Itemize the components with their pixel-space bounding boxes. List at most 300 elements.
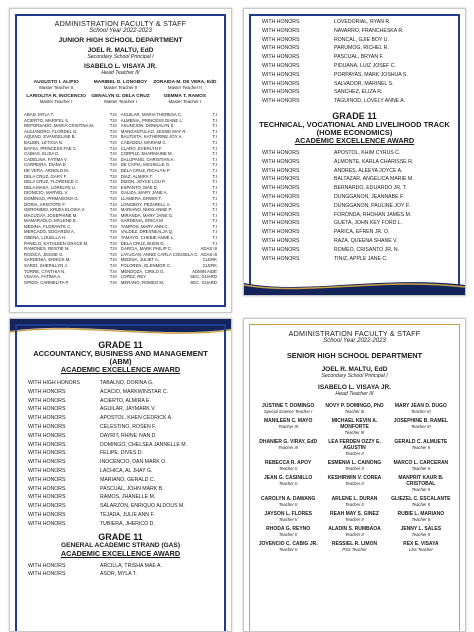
student-name: ALMONTE, KARLA CHARISSE R. bbox=[334, 158, 414, 165]
honor-level: WITH HONORS bbox=[262, 149, 300, 156]
award-title: ACADEMIC EXCELLENCE AWARD bbox=[294, 135, 415, 145]
school-year: School Year 2022-2023 bbox=[323, 338, 386, 344]
staff-card bbox=[153, 94, 217, 104]
track-title: GENERAL ACADEMIC STRAND (GAS) bbox=[60, 541, 181, 549]
teacher-name: SARDENIA, ENRICK M. bbox=[24, 257, 71, 263]
teacher-name: REPORSADO, MARIA CRISTINA M. bbox=[24, 123, 95, 129]
staff-role: Teacher III bbox=[411, 424, 431, 429]
teacher-name: FOLOREN, GLENMOR C. bbox=[120, 263, 172, 269]
teacher-rank: SEC. GUARD bbox=[190, 279, 217, 285]
staff-card bbox=[322, 418, 386, 435]
teacher-name: BAYSA, PRINCESS FAE C. bbox=[24, 145, 78, 151]
master-teachers-row1 bbox=[24, 80, 217, 90]
student-name: DOMINGO, CHELSEA JANNELLE M. bbox=[100, 441, 188, 448]
honor-row bbox=[252, 175, 457, 184]
honor-row bbox=[18, 511, 223, 520]
teacher-name: DELA CRUZ, FLORENCE C. bbox=[24, 179, 80, 185]
teacher-name: DELA CRUZ, GARY F. bbox=[24, 173, 68, 179]
shs-teacher-grid bbox=[256, 403, 453, 552]
honor-row bbox=[252, 246, 457, 255]
student-name: APOSTOL, KHEN CEDRICK A. bbox=[100, 415, 173, 422]
staff-card bbox=[389, 511, 453, 522]
student-name: ACIERTO, ALMIRA E. bbox=[100, 397, 151, 404]
honor-row bbox=[252, 36, 457, 45]
student-name: TUBIERA, JHERICO D. bbox=[100, 520, 155, 527]
staff-role: Teacher III bbox=[344, 430, 365, 435]
teacher-name: DELA MASA, LORELYN U. bbox=[24, 184, 76, 190]
teacher-rank: T.I bbox=[212, 128, 217, 134]
staff-card bbox=[389, 418, 453, 435]
teacher-rank: T.III bbox=[109, 139, 117, 145]
honor-row bbox=[18, 414, 223, 423]
student-name: SALVADOR, MARINEL S. bbox=[334, 80, 394, 87]
honor-row bbox=[252, 167, 457, 176]
student-name: PORPAYAS, MARK JOSHUA S. bbox=[334, 71, 408, 78]
teacher-name: SARIO, SHERILLYN J. bbox=[24, 263, 68, 269]
shs-staff-page bbox=[243, 318, 466, 632]
honor-level: WITH HONORS bbox=[262, 98, 300, 105]
honors-list-top bbox=[252, 18, 457, 106]
teacher-name: MARIANO, NIKKI ANNE P. bbox=[120, 207, 172, 213]
staff-card bbox=[322, 460, 386, 471]
student-name: FORONDA, RHOHAN JAMES M. bbox=[334, 211, 412, 218]
staff-name: CAROLYN A. DAWANG bbox=[260, 496, 316, 502]
teacher-name: PANELO, KATHLEEN GRACE M. bbox=[24, 240, 89, 246]
page-title: ADMINISTRATION FACULTY & STAFF bbox=[288, 329, 421, 338]
teacher-rank: T.I bbox=[212, 123, 217, 129]
honor-level: WITH HIGH HONORS bbox=[28, 380, 80, 386]
student-name: APOSTOL, KHIM CYRUS C. bbox=[334, 149, 401, 156]
teacher-rank: T.I bbox=[212, 229, 217, 235]
teacher-name: TAMAYO, CHEBIE ANNE L. bbox=[120, 235, 175, 241]
student-name: BALTAZAR, ANGELICA MARIE M. bbox=[334, 176, 414, 183]
teacher-name: ABAD, MYLA T. bbox=[24, 112, 55, 117]
teacher-name: BALBIN, LETICIA N. bbox=[24, 139, 64, 145]
teacher-rank: T.III bbox=[109, 268, 117, 274]
teacher-rank: ADAS III bbox=[200, 251, 217, 257]
teacher-rank: T.III bbox=[109, 229, 117, 235]
honor-level: WITH HONORS bbox=[262, 54, 300, 61]
student-name: CELESTINO, ROSEN F. bbox=[100, 423, 157, 430]
teacher-rank: T.III bbox=[109, 167, 117, 173]
honor-level: WITH HONORS bbox=[262, 185, 300, 192]
abm-honors-page bbox=[9, 318, 232, 632]
honor-row bbox=[252, 228, 457, 237]
staff-card bbox=[256, 418, 320, 435]
honor-level: WITH HONORS bbox=[262, 220, 300, 227]
student-name: RAZA, QUEENA SHANE V. bbox=[334, 237, 398, 244]
honor-row bbox=[18, 493, 223, 502]
teacher-name: MANGANTULAO, JESSIE MAY R. bbox=[120, 128, 187, 134]
track-title: TECHNICAL, VOCATIONAL AND LIVELIHOOD TRACK bbox=[259, 119, 450, 129]
staff-name: LARIOLITA R. INOCENCIO bbox=[26, 94, 87, 99]
teacher-rank: T.III bbox=[109, 190, 117, 196]
honor-row bbox=[252, 237, 457, 246]
staff-card bbox=[256, 403, 320, 414]
teacher-rank: T.III bbox=[109, 251, 117, 257]
student-name: MARIANO, GERALD C. bbox=[100, 476, 156, 483]
teacher-name: DOMINGO, PRIMADONA G. bbox=[24, 195, 79, 201]
teacher-rank: T.III bbox=[109, 134, 117, 140]
honor-row bbox=[252, 18, 457, 27]
teacher-name: DE VERA, ARNOLD M. bbox=[24, 167, 69, 173]
staff-name: JAYSON L. FLORES bbox=[264, 511, 312, 517]
staff-role: Teacher III bbox=[411, 409, 431, 414]
student-name: ARCILLA, TRISHA MAE A. bbox=[100, 562, 162, 569]
honor-level: WITH HONORS bbox=[28, 494, 66, 501]
decorative-wave bbox=[244, 275, 465, 295]
staff-name: MICHAEL KEVIN A. MONFORTE bbox=[331, 418, 378, 430]
staff-card bbox=[322, 511, 386, 522]
honor-level: WITH HONORS bbox=[28, 388, 66, 395]
teacher-name: SARDENIA, ERICA M. bbox=[120, 218, 164, 224]
teacher-rank: T.III bbox=[109, 123, 117, 129]
staff-role: Teacher II bbox=[278, 466, 298, 471]
staff-role: Master Teacher II bbox=[39, 85, 74, 90]
student-name: DUNGGANON, PAULINE JOY F. bbox=[334, 202, 410, 209]
teacher-name: DE CAPIA, MICHELLE G. bbox=[120, 162, 171, 168]
honor-level: WITH HONORS bbox=[262, 89, 300, 96]
teacher-name: CLARO, EVERLYN F. bbox=[120, 145, 163, 151]
teacher-name: ASUNCION, DONNALYN S. bbox=[120, 123, 175, 129]
student-name: PARUMOG, RICHEL R. bbox=[334, 45, 389, 52]
teacher-name: CORPUZ, SHARMAINE M. bbox=[120, 151, 173, 157]
staff-role: Teacher II bbox=[411, 487, 431, 492]
honor-level: WITH HONORS bbox=[28, 520, 66, 527]
staff-card bbox=[322, 475, 386, 492]
staff-card bbox=[256, 475, 320, 492]
teacher-rank: ADAS III bbox=[200, 246, 217, 252]
teacher-rank: T.I bbox=[212, 151, 217, 157]
teacher-rank: T.III bbox=[109, 279, 117, 285]
student-name: DAYRIT, RHINE IVAN D. bbox=[100, 432, 157, 439]
teacher-name: VISAYA, FATIMA A. bbox=[24, 274, 62, 280]
principal-name: JOEL R. MALTU, EdD bbox=[321, 366, 388, 373]
teacher-rank: T.I bbox=[212, 184, 217, 190]
award-header bbox=[18, 341, 223, 374]
master-teachers-row2 bbox=[24, 94, 217, 104]
staff-role: Master Teacher II bbox=[103, 85, 138, 90]
honor-level: WITH HONORS bbox=[262, 19, 300, 25]
teacher-row bbox=[121, 280, 217, 286]
staff-name: GERALD C. ALMUETE bbox=[394, 439, 448, 445]
head-teacher-name: ISABELO L. VISAYA JR. bbox=[84, 63, 157, 70]
staff-name: NOVY P. DOMINGO, PhD bbox=[325, 403, 384, 409]
staff-name: REAH MAY S. GINEZ bbox=[330, 511, 379, 517]
teacher-rank: T.III bbox=[109, 151, 117, 157]
honor-level: WITH HONORS bbox=[262, 167, 300, 174]
teacher-name: TORRE, CYNTHIA N. bbox=[24, 268, 66, 274]
honor-row bbox=[18, 502, 223, 511]
staff-name: RHODA G. REYNO bbox=[266, 526, 311, 532]
staff-role: Teacher II bbox=[345, 502, 364, 507]
honor-row bbox=[18, 485, 223, 494]
honor-level: WITH HONORS bbox=[28, 571, 66, 578]
teacher-rank: T.I bbox=[212, 112, 217, 117]
staff-role: Teacher II bbox=[411, 466, 431, 471]
honor-row bbox=[18, 520, 223, 529]
staff-role: Teacher II bbox=[411, 445, 431, 450]
staff-card bbox=[322, 403, 386, 414]
staff-card bbox=[24, 94, 88, 104]
teacher-rank: T.III bbox=[109, 246, 117, 252]
teacher-name: CADELINA, FATIMA V. bbox=[24, 156, 68, 162]
honors-list bbox=[18, 379, 223, 529]
staff-name: GLIEZEL C. ESCALANTE bbox=[391, 496, 451, 502]
head-teacher-role: Head Teacher III bbox=[101, 70, 140, 76]
honor-row bbox=[18, 458, 223, 467]
teacher-name: GALIZA, MARY JANE A. bbox=[120, 190, 168, 196]
honor-row bbox=[18, 562, 223, 571]
staff-name: MARY JEAN D. DUGO bbox=[394, 403, 447, 409]
staff-card bbox=[256, 439, 320, 456]
teacher-rank: CLERK bbox=[202, 257, 217, 263]
student-name: ACACIO, MARKWINSTAR C. bbox=[100, 388, 168, 395]
student-name: SALARZON, ENRIQUO ALDOUS M. bbox=[100, 503, 185, 510]
teacher-name: ALEJANDRO, FLORDEL G. bbox=[24, 128, 78, 134]
teacher-name: DIONICIO, MARVEL V. bbox=[24, 190, 69, 196]
staff-role: Teacher II bbox=[411, 502, 431, 507]
teacher-name: CARREIRA, DIANA D. bbox=[24, 162, 67, 168]
staff-name: GEMMA T. RAMOS bbox=[163, 94, 207, 99]
teacher-rank: T.III bbox=[109, 162, 117, 168]
staff-role: Special Science Teacher I bbox=[264, 409, 313, 414]
teacher-name: TAMPOS, MARY ANN C. bbox=[120, 223, 169, 229]
teacher-rank: T.I bbox=[212, 218, 217, 224]
teacher-name: RODICA, JESSIE G. bbox=[24, 251, 64, 257]
staff-name: MARCO L. CARCERAN bbox=[393, 460, 449, 466]
honor-row bbox=[18, 397, 223, 406]
teacher-rank: T.I bbox=[212, 195, 217, 201]
staff-card bbox=[256, 541, 320, 552]
teacher-name: RAMONES, RESTIE M. bbox=[24, 246, 70, 252]
student-name: TINIZ, APPLE JANE C. bbox=[334, 255, 388, 262]
student-name: TAGUINOD, LOVELY ANNE A. bbox=[334, 98, 406, 105]
honor-row bbox=[18, 476, 223, 485]
student-name: ASOR, MYLA T. bbox=[100, 571, 137, 578]
honor-level: WITH HONORS bbox=[28, 423, 66, 430]
honor-row bbox=[18, 405, 223, 414]
honor-level: WITH HONORS bbox=[28, 467, 66, 474]
student-name: NAVARRO, FRANCHESKA R. bbox=[334, 27, 404, 34]
teacher-rank: T.I bbox=[212, 162, 217, 168]
student-name: PARICA, EFREN JR. O. bbox=[334, 229, 390, 236]
teacher-rank: SEC. GUARD bbox=[190, 274, 217, 280]
teacher-name: CABADDU, MARIAM C. bbox=[120, 139, 167, 145]
staff-role: Teacher II bbox=[345, 466, 364, 471]
staff-card bbox=[256, 460, 320, 471]
honor-row bbox=[252, 149, 457, 158]
honor-row bbox=[252, 53, 457, 62]
staff-card bbox=[322, 496, 386, 507]
teacher-name: DIAZ, ALMIRA T. bbox=[120, 173, 153, 179]
staff-card bbox=[256, 511, 320, 522]
principal-role: Secondary School Principal I bbox=[87, 54, 154, 60]
staff-card bbox=[256, 526, 320, 537]
staff-name: REBECCA R. APOY bbox=[265, 460, 312, 466]
teacher-name: MEDINA, JULIET A. bbox=[120, 257, 160, 263]
honor-row bbox=[252, 62, 457, 71]
staff-name: ZORAIDA M. DE VERA, EdD bbox=[153, 80, 217, 85]
staff-role: Teacher II bbox=[278, 502, 298, 507]
honor-level: WITH HONORS bbox=[28, 459, 66, 466]
staff-card bbox=[322, 541, 386, 552]
student-name: TEJADA, JULIE ANN F. bbox=[100, 511, 155, 518]
staff-role: Teacher III bbox=[278, 445, 298, 450]
teacher-rank: T.I bbox=[212, 156, 217, 162]
teacher-rank: T.III bbox=[109, 201, 117, 207]
honor-row bbox=[252, 184, 457, 193]
teacher-name: LOPEZ, REY. bbox=[120, 274, 147, 280]
honor-level: WITH HONORS bbox=[262, 45, 300, 52]
teacher-name: BAUTISTA, KATHERINE JOY A. bbox=[120, 134, 183, 140]
teacher-name: MAMARADLO, MYLENE E. bbox=[24, 218, 78, 224]
honor-level: WITH HONORS bbox=[28, 503, 66, 510]
staff-role: Teacher II bbox=[411, 532, 431, 537]
teacher-name: DELA CRUZ, RICALYN P. bbox=[120, 167, 171, 173]
student-name: BERNARDO, EDUARDO JR. T. bbox=[334, 185, 407, 192]
staff-role: Teacher II bbox=[345, 517, 364, 522]
staff-name: REX E. VISAYA bbox=[403, 541, 439, 547]
honor-level: WITH HONORS bbox=[28, 415, 66, 422]
staff-role: Master Teacher II bbox=[167, 85, 202, 90]
staff-name: ARLENE L. DURAN bbox=[331, 496, 378, 502]
staff-name: AUGUSTO I. ALIPIO bbox=[33, 80, 79, 85]
honor-row bbox=[18, 449, 223, 458]
honor-level: WITH HONORS bbox=[262, 71, 300, 78]
tvl-honors-page bbox=[243, 8, 466, 296]
teacher-name: DIZON, JOYCE LOU P. bbox=[120, 179, 166, 185]
honor-row bbox=[252, 193, 457, 202]
staff-card bbox=[153, 80, 217, 90]
award-header bbox=[252, 112, 457, 145]
staff-card bbox=[389, 496, 453, 507]
honor-level: WITH HONORS bbox=[262, 229, 300, 236]
staff-role: Teacher II bbox=[345, 481, 364, 486]
teacher-rank: T.I bbox=[212, 240, 217, 246]
teacher-list-right bbox=[121, 112, 217, 285]
grade-title: GRADE 11 bbox=[98, 340, 143, 350]
award-header-gas bbox=[18, 533, 223, 558]
staff-card bbox=[389, 475, 453, 492]
teacher-name: AGUILAR, MARIA THERESA C. bbox=[120, 112, 183, 117]
honor-level: WITH HONORS bbox=[262, 255, 300, 262]
student-name: TABALNO, DORINA G. bbox=[100, 380, 154, 386]
staff-role: Teacher II bbox=[278, 481, 298, 486]
teacher-name: DELA CRUZ, BUEN D. bbox=[120, 240, 165, 246]
teacher-rank: T.III bbox=[109, 207, 117, 213]
head-teacher-role: Head Teacher III bbox=[335, 391, 374, 397]
honor-row bbox=[252, 80, 457, 89]
school-year: School Year 2022-2023 bbox=[89, 28, 152, 34]
teacher-name: MERANO, ROMEO M. bbox=[120, 279, 165, 285]
honor-level: WITH HONORS bbox=[262, 80, 300, 87]
teacher-name: CABIAS, ELISA D. bbox=[24, 151, 60, 157]
honor-level: WITH HONORS bbox=[28, 511, 66, 518]
student-name: SANCHEZ, ELIZA R. bbox=[334, 89, 383, 96]
grade-title: GRADE 11 bbox=[98, 531, 143, 542]
staff-card bbox=[322, 526, 386, 537]
strand-title: (HOME ECONOMICS) bbox=[316, 127, 393, 137]
teacher-name: ESPANTO, MAE D. bbox=[120, 184, 159, 190]
honor-level: WITH HONORS bbox=[28, 562, 66, 569]
principal-role: Secondary School Principal I bbox=[321, 373, 388, 379]
staff-card bbox=[88, 80, 152, 90]
staff-card bbox=[389, 403, 453, 414]
teacher-name: OPIDO, CARMELITA P. bbox=[24, 279, 69, 285]
student-name: ANDRES, ALEEYA JOYCE A. bbox=[334, 167, 403, 174]
staff-card bbox=[389, 439, 453, 456]
honor-row bbox=[252, 27, 457, 36]
teacher-rank: T.III bbox=[109, 223, 117, 229]
honor-level: WITH HONORS bbox=[262, 176, 300, 183]
student-name: AGUILAR, JAYMARK V. bbox=[100, 406, 156, 413]
student-name: PASCUAL, BRYAN F. bbox=[334, 54, 384, 61]
staff-role: Master Teacher I bbox=[168, 99, 202, 104]
teacher-rank: T.III bbox=[109, 156, 117, 162]
teacher-list bbox=[24, 112, 217, 285]
honor-level: WITH HONORS bbox=[262, 237, 300, 244]
teacher-rank: T.III bbox=[109, 112, 117, 117]
teacher-rank: T.I bbox=[212, 235, 217, 241]
teacher-list-left bbox=[24, 112, 117, 285]
teacher-name: MACUGAY, JOSEPHINE M. bbox=[24, 212, 78, 218]
staff-name: MANPRIT KAUR B. CRISTOBAL bbox=[398, 475, 444, 487]
teacher-name: DORIA, ARISTOTE F. bbox=[24, 201, 66, 207]
teacher-name: LLAMERA, ERWIN T. bbox=[120, 195, 162, 201]
teacher-name: MERCADO, EDGARDO A. bbox=[24, 229, 76, 235]
honor-row bbox=[252, 97, 457, 106]
honor-level: WITH HONORS bbox=[262, 246, 300, 253]
honor-level: WITH HONORS bbox=[28, 406, 66, 413]
teacher-rank: T.III bbox=[109, 263, 117, 269]
honors-list-gas bbox=[18, 562, 223, 580]
staff-role: Teacher II bbox=[411, 517, 431, 522]
teacher-row bbox=[24, 280, 117, 286]
teacher-name: GARCIA, MARK PHILIP C. bbox=[120, 246, 173, 252]
staff-name: JOSEPHINE B. RAMEL bbox=[393, 418, 448, 424]
honor-level: WITH HONORS bbox=[28, 441, 66, 448]
teacher-rank: T.I bbox=[212, 134, 217, 140]
teacher-name: MEDINA, FLORANTE C. bbox=[24, 223, 72, 229]
teacher-rank: T.III bbox=[109, 128, 117, 134]
honor-row bbox=[252, 211, 457, 220]
staff-name: JUSTINE T. DOMINGO bbox=[262, 403, 315, 409]
student-name: RAMOS, JHANELLE M. bbox=[100, 494, 156, 501]
teacher-rank: T.I bbox=[212, 207, 217, 213]
staff-name: RUBIE L. MARIANO bbox=[397, 511, 445, 517]
student-name: DUNGGANON, JEANNABE F. bbox=[334, 193, 405, 200]
honor-row bbox=[18, 441, 223, 450]
staff-name: GENALYN G. DELA CRUZ bbox=[91, 94, 150, 99]
teacher-rank: T.III bbox=[109, 179, 117, 185]
honor-level: WITH HONORS bbox=[262, 193, 300, 200]
honor-row bbox=[252, 88, 457, 97]
honor-row bbox=[18, 432, 223, 441]
student-name: GUETA, JOHN KEY FORD L. bbox=[334, 220, 403, 227]
honor-row bbox=[252, 44, 457, 53]
staff-card bbox=[256, 496, 320, 507]
teacher-rank: T.III bbox=[109, 257, 117, 263]
teacher-rank: T.I bbox=[212, 201, 217, 207]
teacher-rank: T.I bbox=[212, 145, 217, 151]
teacher-rank: T.III bbox=[109, 117, 117, 123]
honor-level: WITH HONORS bbox=[262, 62, 300, 69]
teacher-name: DALUPANG, CHRISTIAN A. bbox=[120, 156, 175, 162]
staff-role: LSS Teacher bbox=[408, 547, 433, 552]
staff-role: Teacher III bbox=[278, 424, 298, 429]
staff-name: RESSIEL R. LIMON bbox=[331, 541, 378, 547]
